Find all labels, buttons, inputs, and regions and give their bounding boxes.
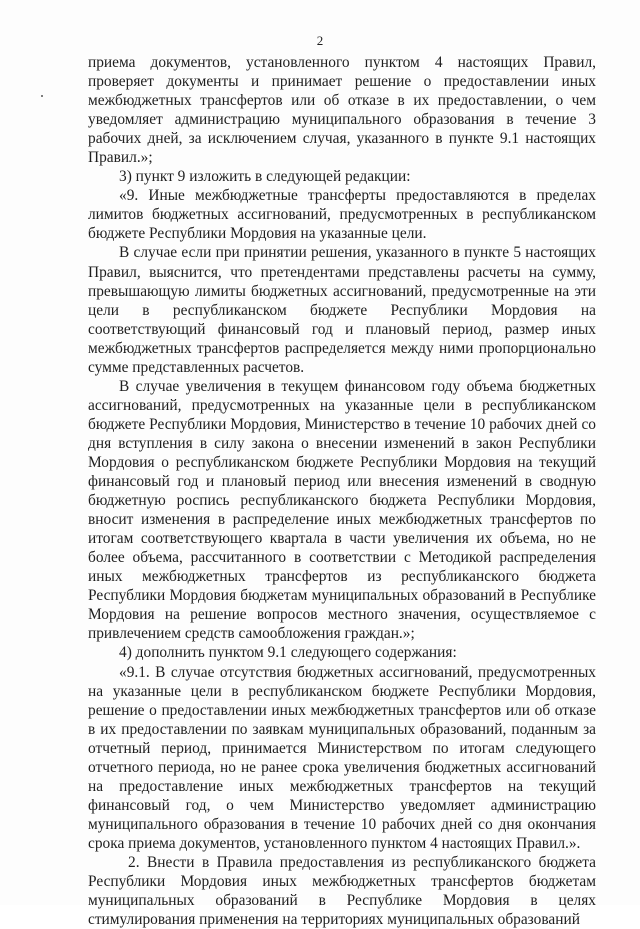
paragraph-point-9-1: «9.1. В случае отсутствия бюджетных ассигнований, предусмотренных на указанные цели в республиканском бюджете Республики Мордовия, решение о предоставлении иных межбюджетных трансфертов или об отказе в их предоставлении по заявкам муниципальных образований, поданным за отчетный период, принимается Министерством по итогам следующего отчетного периода, но не ранее срока увеличения бюджетных ассигнований на предоставление иных межбюджетных трансфертов на текущий финансовый год, о чем Министерство уведомляет администрацию муниципального образования в течение 10 рабочих дней со дня окончания срока приема документов, установленного пунктом 4 настоящих Правил.». (88, 663, 596, 852)
paragraph-section-2: 2. Внести в Правила предоставления из республиканского бюджета Республики Мордовия иных межбюджетных трансфертов бюджетам муниципальных образований в Республике Мордовия в целях стимулирования применения на территориях муниципальных образований (88, 853, 596, 929)
paragraph-item-4: 4) дополнить пунктом 9.1 следующего содержания: (119, 644, 457, 662)
paragraph-point-9: «9. Иные межбюджетные трансферты предоставляются в пределах лимитов бюджетных ассигнований, предусмотренных в республиканском бюджете Республики Мордовия на указанные цели. (88, 187, 596, 243)
paragraph-allocation-increase: В случае увеличения в текущем финансовом году объема бюджетных ассигнований, предусмотренных на указанные цели в республиканском бюджете Республики Мордовия, Министерство в течение 10 рабочих дней со дня вступления в силу закона о внесении изменений в закон Республики Мордовия о республиканском бюджете Республики Мордовия на текущий финансовый год и плановый период или внесения изменений в сводную бюджетную роспись республиканского бюджета Республики Мордовия, вносит изменения в распределение иных межбюджетных трансфертов по итогам соответствующего квартала в части увеличения их объема, но не более объема, рассчитанного в соответствии с Методикой распределения иных межбюджетных трансфертов из республиканского бюджета Республики Мордовия бюджетам муниципальных образований в Республике Мордовия на решение вопросов местного значения, осуществляемое с привлечением средств самообложения граждан.»; (88, 377, 596, 643)
paragraph-item-3: 3) пункт 9 изложить в следующей редакции: (119, 168, 411, 186)
paragraph-limits-exceeded: В случае если при принятии решения, указанного в пункте 5 настоящих Правил, выяснится, что претендентами представлены расчеты на сумму, превышающую лимиты бюджетных ассигнований, предусмотренные на эти цели в республиканском бюджете Республики Мордовия на соответствующий финансовый год и плановый период, размер иных межбюджетных трансфертов распределяется между ними пропорционально сумме представленных расчетов. (88, 244, 596, 376)
scan-speck (41, 95, 43, 97)
document-body (88, 53, 596, 929)
paragraph-continuation: приема документов, установленного пунктом 4 настоящих Правил, проверяет документы и принимает решение о предоставлении иных межбюджетных трансфертов или об отказе в их предоставлении, о чем уведомляет администрацию муниципального образования в течение 3 рабочих дней, за исключением случая, указанного в пункте 9.1 настоящих Правил.»; (88, 54, 596, 167)
page-number: 2 (316, 33, 324, 48)
